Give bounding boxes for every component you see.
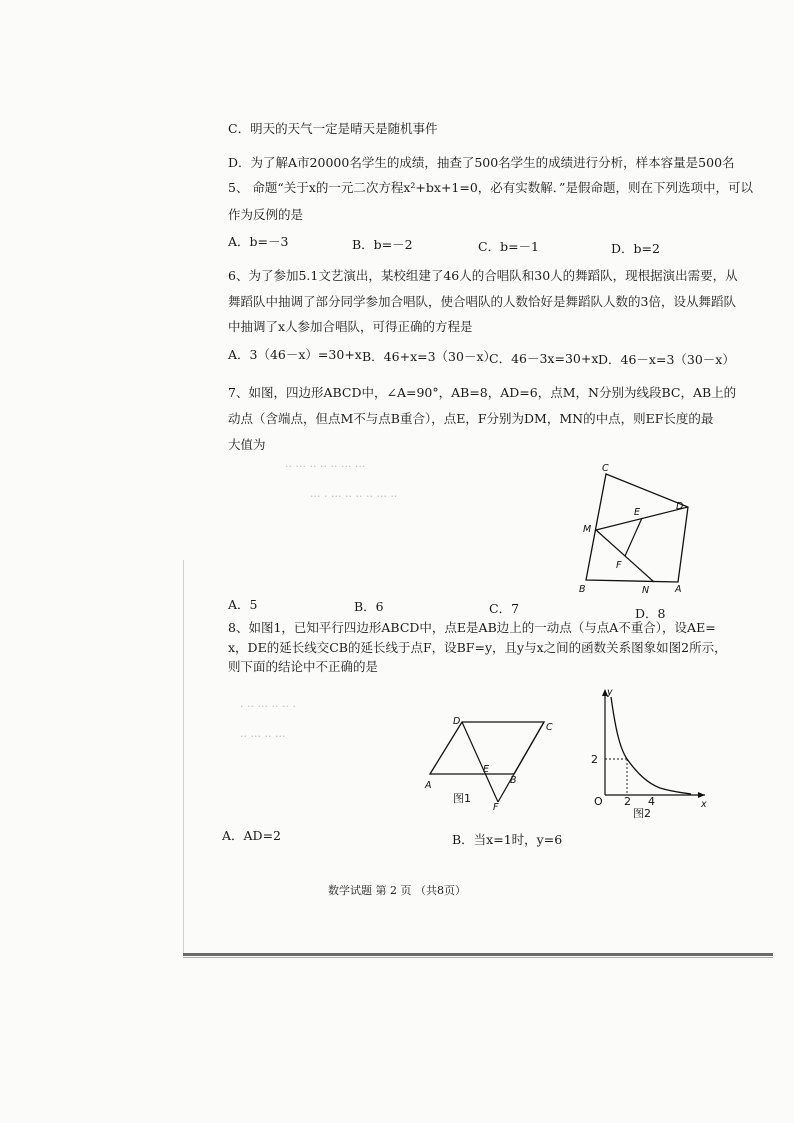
q7-label-c: C [602,463,609,474]
q6-option-a: A．3（46－x）=30+x [228,347,362,362]
q7-label-b: B [579,584,586,595]
q5-option-c: C．b=－1 [478,239,539,254]
q7-option-c: C．7 [489,601,520,616]
q5-line-2: 作为反例的是 [228,207,304,222]
q7-line-1: 7、如图，四边形ABCD中，∠A=90°，AB=8，AD=6，点M，N分别为线段BC，AB上的 [228,385,737,400]
fig2-label-o: O [594,795,603,808]
fig1-label-b: B [510,775,517,786]
q8-option-b: B．当x=1时，y=6 [452,832,563,847]
fig1-label-f: F [493,802,499,813]
page-footer: 数学试题 第 2 页 （共8页） [328,884,466,897]
q5-option-a: A．b=－3 [228,234,289,249]
fig1-label-a: A [425,780,432,791]
q5-option-b: B．b=－2 [352,237,413,252]
q6-line-1: 6、为了参加5.1文艺演出，某校组建了46人的合唱队和30人的舞蹈队，现根据演出需要，从 [228,268,738,283]
q7-line-3: 大值为 [228,437,266,452]
q8-option-a: A．AD=2 [222,828,282,843]
q6-option-c: C．46－3x=30+x [489,351,599,366]
scan-bottom-edge [183,953,773,956]
q7-label-d: D [676,501,684,512]
q7-label-e: E [634,507,641,518]
fig2-label-x: x [701,799,707,810]
q7-option-b: B．6 [354,599,384,614]
q7-option-a: A．5 [228,597,258,612]
q7-label-m: M [583,524,592,535]
q7-line-2: 动点（含端点，但点M不与点B重合），点E，F分别为DM，MN的中点，则EF长度的最 [228,411,714,426]
bleed-through-smudge: ··· · ··· ·· ·· ·· ··· ·· [310,490,398,503]
q5-option-d: D．b=2 [611,241,660,256]
scan-bottom-edge-shadow [183,957,773,958]
fig1-label-c: C [546,722,553,733]
fig2-label-2-x: 2 [624,795,631,808]
bleed-through-smudge: · ·· ··· ·· ·· · [240,700,296,713]
q8-line-2: x，DE的延长线交CB的延长线于点F，设BF=y，且y与x之间的函数关系图象如图2所示， [228,640,727,655]
fig2-label-4-x: 4 [648,795,655,808]
q7-label-a: A [675,584,682,595]
fig1-caption: 图1 [453,792,471,805]
q6-line-3: 中抽调了x人参加合唱队，可得正确的方程是 [228,319,473,334]
q8-line-1: 8、如图1，已知平行四边形ABCD中，点E是AB边上的一动点（与点A不重合），设AE= [228,620,716,635]
q7-option-d: D．8 [635,606,666,621]
q7-label-f: F [616,560,622,571]
q6-option-d: D．46－x=3（30－x） [598,352,735,367]
q6-option-b: B．46+x=3（30－x） [362,349,496,364]
fig2-label-2-y: 2 [591,753,598,766]
q6-line-2: 舞蹈队中抽调了部分同学参加合唱队，使合唱队的人数恰好是舞蹈队人数的3倍，设从舞蹈队 [228,294,736,309]
option-d-line: D．为了解A市20000名学生的成绩，抽查了500名学生的成绩进行分析，样本容量是500名 [228,155,735,170]
bleed-through-smudge: ·· ··· ·· ··· [240,730,286,743]
q8-line-3: 则下面的结论中不正确的是 [228,659,379,674]
fig2-caption: 图2 [633,807,651,820]
option-c-line: C．明天的天气一定是晴天是随机事件 [228,121,438,136]
fig1-parallelogram [420,710,560,815]
fig1-label-d: D [453,716,461,727]
q7-label-n: N [642,585,650,596]
bleed-through-smudge: ·· ··· ·· ·· ·· ··· ··· [285,460,366,473]
fig2-label-y: y [607,687,613,698]
fig2-function-graph [585,685,710,820]
q7-quadrilateral-figure [572,462,692,598]
fig1-label-e: E [483,764,490,775]
q5-line-1: 5、 命题“关于x的一元二次方程x²+bx+1=0，必有实数解．”是假命题，则在下列选项中，可以 [228,180,753,195]
